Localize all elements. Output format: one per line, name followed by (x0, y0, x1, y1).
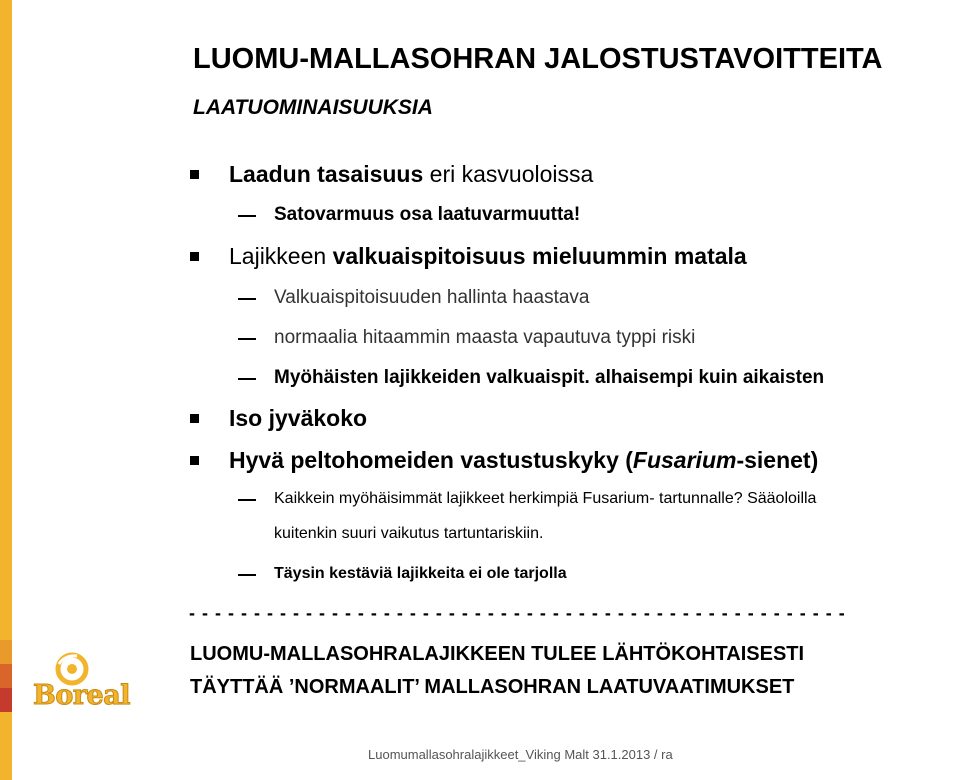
bullet-italic-text: Fusarium (632, 447, 737, 473)
square-bullet-icon (190, 414, 199, 423)
bullet-bold-text: valkuaispitoisuus mieluummin matala (332, 243, 747, 269)
conclusion-line-1: LUOMU-MALLASOHRALAJIKKEEN TULEE LÄHTÖKOHTAISESTI (190, 643, 805, 665)
dash-bullet-icon (238, 298, 256, 300)
dash-bullet-icon (238, 378, 256, 380)
sub-bullet-text: Satovarmuus osa laatuvarmuutta! (274, 204, 581, 225)
dash-bullet-icon (238, 215, 256, 217)
slide-subtitle: LAATUOMINAISUUKSIA (193, 96, 433, 119)
square-bullet-icon (190, 456, 199, 465)
bullet-bold-text: Laadun tasaisuus (229, 161, 424, 187)
slide-title: LUOMU-MALLASOHRAN JALOSTUSTAVOITTEITA (193, 43, 883, 75)
boreal-logo-text: Boreal (33, 680, 130, 711)
side-stripe (0, 688, 12, 712)
boreal-logo (33, 650, 130, 712)
bullet-text: -sienet) (736, 447, 819, 473)
side-accent-bar (0, 0, 12, 780)
bullet-text: Iso jyväkoko (229, 405, 368, 431)
square-bullet-icon (190, 252, 199, 261)
sub-bullet-text: normaalia hitaammin maasta vapautuva typpi riski (274, 327, 696, 348)
square-bullet-icon (190, 170, 199, 179)
dashed-separator: - - - - - - - - - - - - - - - - - - - - - - - - - - - - - - - - - - - - - - - - - - - - - - - - - - - (189, 603, 846, 623)
dash-bullet-icon (238, 338, 256, 340)
bullet-text: Hyvä peltohomeiden vastustuskyky ( (229, 447, 633, 473)
bullet-text: Lajikkeen (229, 243, 333, 269)
side-stripe (0, 640, 12, 664)
conclusion-line-2: TÄYTTÄÄ ’NORMAALIT’ MALLASOHRAN LAATUVAATIMUKSET (190, 676, 795, 698)
sub-bullet-text: Valkuaispitoisuuden hallinta haastava (274, 287, 590, 308)
sub-bullet-text: Myöhäisten lajikkeiden valkuaispit. alhaisempi kuin aikaisten (274, 367, 825, 388)
sub-bullet-text: kuitenkin suuri vaikutus tartuntariskiin. (274, 525, 544, 542)
sub-bullet-text: Kaikkein myöhäisimmät lajikkeet herkimpiä Fusarium- tartunnalle? Sääoloilla (274, 490, 817, 507)
bullet-text: eri kasvuoloissa (423, 161, 594, 187)
slide-footer: Luomumallasohralajikkeet_Viking Malt 31.1.2013 / ra (368, 747, 673, 762)
sub-bullet-text: Täysin kestäviä lajikkeita ei ole tarjolla (274, 565, 567, 582)
dash-bullet-icon (238, 499, 256, 501)
dash-bullet-icon (238, 574, 256, 576)
side-stripe (0, 664, 12, 688)
